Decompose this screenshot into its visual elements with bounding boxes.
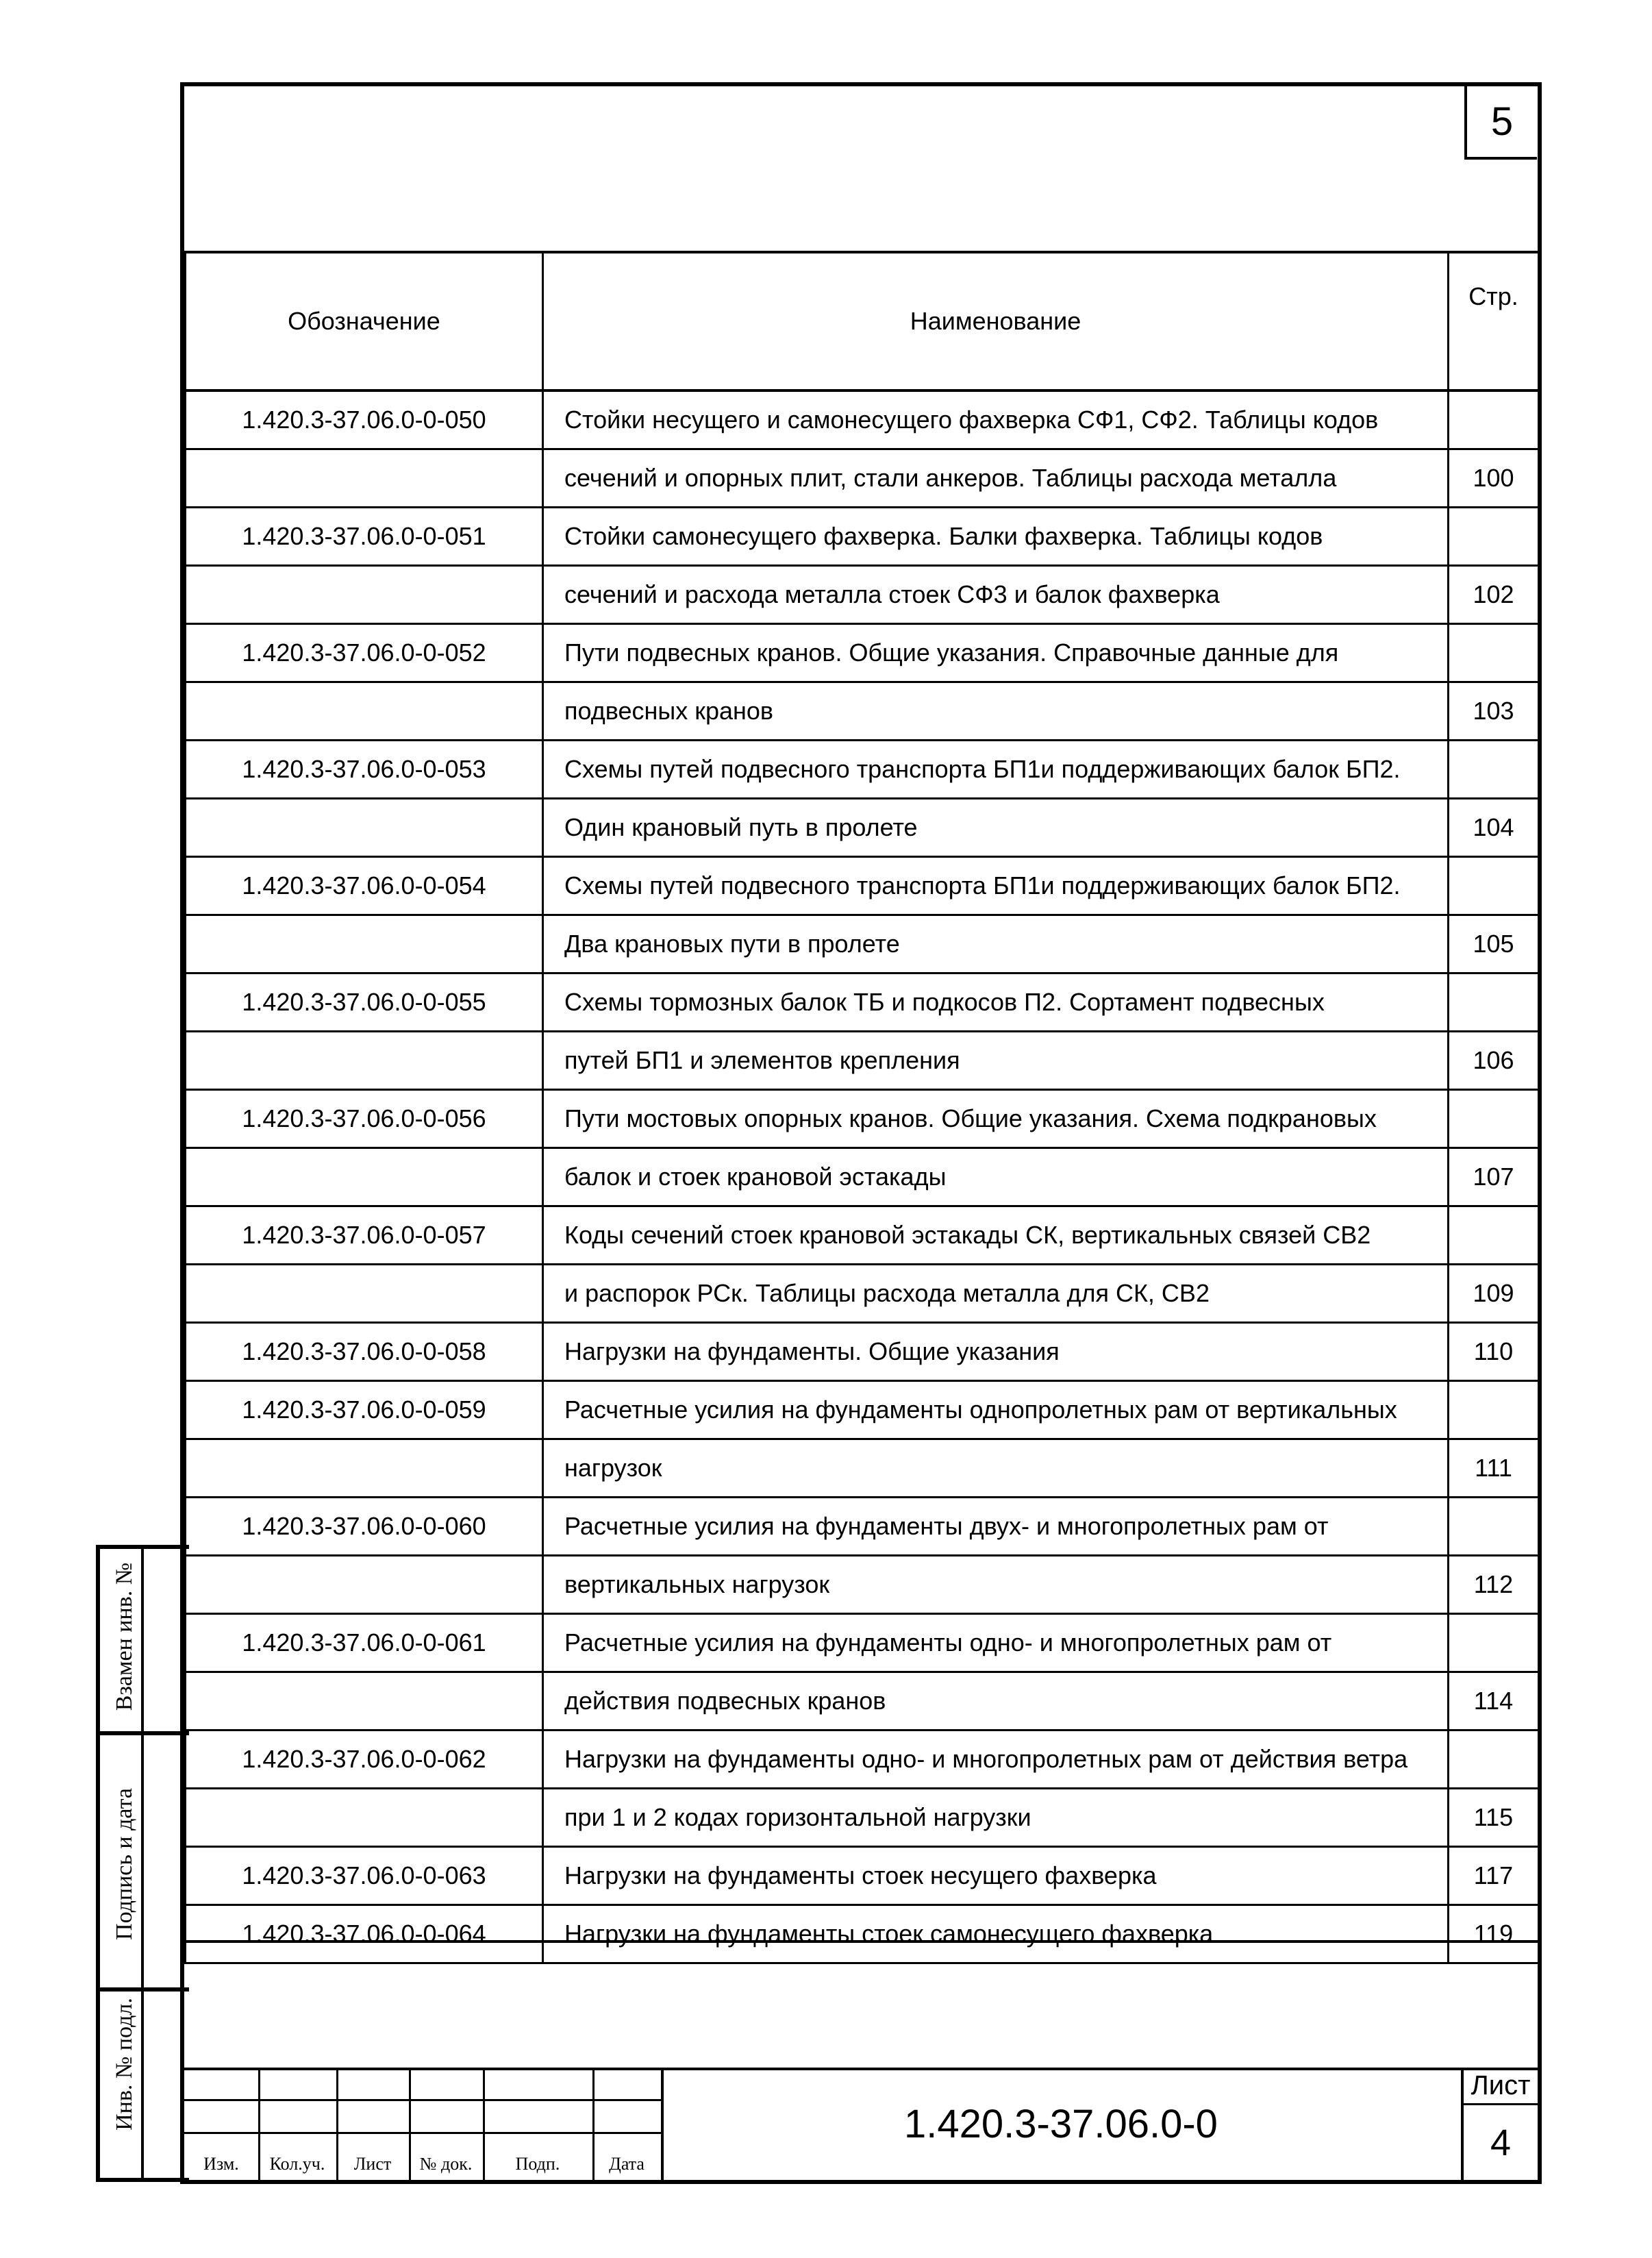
table-header bbox=[186, 252, 1539, 390]
sheet-number: 4 bbox=[1490, 2122, 1512, 2163]
table-row bbox=[186, 508, 1539, 566]
stamp-col-change: Изм. bbox=[203, 2154, 239, 2174]
row-page bbox=[1449, 1381, 1539, 1439]
table-row bbox=[186, 1672, 1539, 1730]
row-code bbox=[186, 1556, 543, 1614]
table-row bbox=[186, 1498, 1539, 1556]
row-code: 1.420.3-37.06.0-0-055 bbox=[186, 973, 543, 1032]
row-name: Один крановый путь в пролете bbox=[543, 799, 1449, 857]
row-code: 1.420.3-37.06.0-0-058 bbox=[186, 1323, 543, 1381]
row-page bbox=[1449, 1206, 1539, 1265]
row-page bbox=[1449, 390, 1539, 449]
row-code: 1.420.3-37.06.0-0-062 bbox=[186, 1730, 543, 1789]
table-row bbox=[186, 390, 1539, 449]
row-page: 110 bbox=[1449, 1323, 1539, 1381]
stamp-col-docnum: № док. bbox=[419, 2154, 473, 2174]
table-row bbox=[186, 566, 1539, 624]
table-row bbox=[186, 1381, 1539, 1439]
row-name: Пути мостовых опорных кранов. Общие указания. Схема подкрановых bbox=[543, 1090, 1449, 1148]
row-code: 1.420.3-37.06.0-0-050 bbox=[186, 390, 543, 449]
row-page: 112 bbox=[1449, 1556, 1539, 1614]
row-code: 1.420.3-37.06.0-0-064 bbox=[186, 1905, 543, 1963]
row-code: 1.420.3-37.06.0-0-059 bbox=[186, 1381, 543, 1439]
sheet-box bbox=[1461, 2068, 1538, 2180]
row-page bbox=[1449, 1614, 1539, 1672]
row-page: 115 bbox=[1449, 1789, 1539, 1847]
row-name: Расчетные усилия на фундаменты однопролетных рам от вертикальных bbox=[543, 1381, 1449, 1439]
row-page: 111 bbox=[1449, 1439, 1539, 1498]
row-page: 109 bbox=[1449, 1265, 1539, 1323]
row-code bbox=[186, 1265, 543, 1323]
row-page bbox=[1449, 1090, 1539, 1148]
row-page: 107 bbox=[1449, 1148, 1539, 1206]
stamp-col-date: Дата bbox=[609, 2154, 644, 2174]
row-page: 102 bbox=[1449, 566, 1539, 624]
side-strip bbox=[96, 1545, 189, 2182]
row-name: Два крановых пути в пролете bbox=[543, 915, 1449, 973]
row-page bbox=[1449, 1498, 1539, 1556]
row-name: Схемы путей подвесного транспорта БП1и поддерживающих балок БП2. bbox=[543, 741, 1449, 799]
row-page bbox=[1449, 1730, 1539, 1789]
row-page bbox=[1449, 973, 1539, 1032]
row-code: 1.420.3-37.06.0-0-053 bbox=[186, 741, 543, 799]
row-name: Расчетные усилия на фундаменты одно- и многопролетных рам от bbox=[543, 1614, 1449, 1672]
header-name: Наименование bbox=[543, 252, 1449, 390]
row-name: Нагрузки на фундаменты. Общие указания bbox=[543, 1323, 1449, 1381]
row-name: сечений и расхода металла стоек СФ3 и балок фахверка bbox=[543, 566, 1449, 624]
stamp-col-signature: Подп. bbox=[515, 2154, 560, 2174]
row-name: Нагрузки на фундаменты стоек самонесущего фахверка bbox=[543, 1905, 1449, 1963]
row-page bbox=[1449, 624, 1539, 682]
row-code bbox=[186, 1439, 543, 1498]
row-name: сечений и опорных плит, стали анкеров. Таблицы расхода металла bbox=[543, 449, 1449, 508]
table-row bbox=[186, 1090, 1539, 1148]
row-code: 1.420.3-37.06.0-0-054 bbox=[186, 857, 543, 915]
table-row bbox=[186, 973, 1539, 1032]
row-name: Схемы тормозных балок ТБ и подкосов П2. Сортамент подвесных bbox=[543, 973, 1449, 1032]
row-code bbox=[186, 915, 543, 973]
sheet-label: Лист bbox=[1464, 2068, 1538, 2105]
row-page: 114 bbox=[1449, 1672, 1539, 1730]
row-code: 1.420.3-37.06.0-0-060 bbox=[186, 1498, 543, 1556]
row-page: 100 bbox=[1449, 449, 1539, 508]
row-code: 1.420.3-37.06.0-0-061 bbox=[186, 1614, 543, 1672]
document-code: 1.420.3-37.06.0-0 bbox=[904, 2101, 1218, 2146]
header-page: Стр. bbox=[1449, 252, 1539, 390]
row-name: Пути подвесных кранов. Общие указания. Справочные данные для bbox=[543, 624, 1449, 682]
side-label-signature-date: Подпись и дата bbox=[112, 1788, 137, 1940]
side-label-replaced-inv: Взамен инв. № bbox=[112, 1562, 137, 1711]
row-page bbox=[1449, 857, 1539, 915]
row-name: нагрузок bbox=[543, 1439, 1449, 1498]
row-name: подвесных кранов bbox=[543, 682, 1449, 741]
row-code bbox=[186, 682, 543, 741]
row-page: 105 bbox=[1449, 915, 1539, 973]
row-name: путей БП1 и элементов крепления bbox=[543, 1032, 1449, 1090]
row-name: Коды сечений стоек крановой эстакады СК, вертикальных связей СВ2 bbox=[543, 1206, 1449, 1265]
row-name: Стойки несущего и самонесущего фахверка СФ1, СФ2. Таблицы кодов bbox=[543, 390, 1449, 449]
row-name: Нагрузки на фундаменты одно- и многопролетных рам от действия ветра bbox=[543, 1730, 1449, 1789]
stamp-labels bbox=[184, 2148, 661, 2180]
row-code bbox=[186, 1672, 543, 1730]
table-row bbox=[186, 1323, 1539, 1381]
table-row bbox=[186, 624, 1539, 682]
row-name: Схемы путей подвесного транспорта БП1и поддерживающих балок БП2. bbox=[543, 857, 1449, 915]
header-designation: Обозначение bbox=[186, 252, 543, 390]
row-page bbox=[1449, 741, 1539, 799]
row-code bbox=[186, 449, 543, 508]
page-number: 5 bbox=[1464, 86, 1537, 160]
row-page: 104 bbox=[1449, 799, 1539, 857]
row-name: вертикальных нагрузок bbox=[543, 1556, 1449, 1614]
row-code bbox=[186, 1789, 543, 1847]
row-page bbox=[1449, 508, 1539, 566]
table-row bbox=[186, 1789, 1539, 1847]
stamp-col-count: Кол.уч. bbox=[269, 2154, 325, 2174]
row-name: действия подвесных кранов bbox=[543, 1672, 1449, 1730]
table-row bbox=[186, 449, 1539, 508]
row-code: 1.420.3-37.06.0-0-051 bbox=[186, 508, 543, 566]
row-code: 1.420.3-37.06.0-0-057 bbox=[186, 1206, 543, 1265]
table-row bbox=[186, 1148, 1539, 1206]
table-row bbox=[186, 1905, 1539, 1963]
row-page: 106 bbox=[1449, 1032, 1539, 1090]
row-code: 1.420.3-37.06.0-0-056 bbox=[186, 1090, 543, 1148]
table-row bbox=[186, 1556, 1539, 1614]
table-row bbox=[186, 1439, 1539, 1498]
row-name: балок и стоек крановой эстакады bbox=[543, 1148, 1449, 1206]
stamp-col-sheet: Лист bbox=[353, 2154, 392, 2174]
row-name: и распорок РСк. Таблицы расхода металла для СК, СВ2 bbox=[543, 1265, 1449, 1323]
row-name: Расчетные усилия на фундаменты двух- и многопролетных рам от bbox=[543, 1498, 1449, 1556]
table-row bbox=[186, 1847, 1539, 1905]
row-name: Нагрузки на фундаменты стоек несущего фахверка bbox=[543, 1847, 1449, 1905]
row-code bbox=[186, 1032, 543, 1090]
table-row bbox=[186, 915, 1539, 973]
table-row bbox=[186, 799, 1539, 857]
contents-table bbox=[184, 251, 1540, 1964]
table-row bbox=[186, 682, 1539, 741]
side-label-inv-original: Инв. № подл. bbox=[112, 1998, 137, 2131]
table-row bbox=[186, 1206, 1539, 1265]
row-name: Стойки самонесущего фахверка. Балки фахверка. Таблицы кодов bbox=[543, 508, 1449, 566]
row-code bbox=[186, 566, 543, 624]
table-row bbox=[186, 857, 1539, 915]
row-code bbox=[186, 1148, 543, 1206]
row-code bbox=[186, 799, 543, 857]
table-row bbox=[186, 1614, 1539, 1672]
table-row bbox=[186, 1730, 1539, 1789]
row-page: 117 bbox=[1449, 1847, 1539, 1905]
row-code: 1.420.3-37.06.0-0-052 bbox=[186, 624, 543, 682]
table-row bbox=[186, 1265, 1539, 1323]
row-name: при 1 и 2 кодах горизонтальной нагрузки bbox=[543, 1789, 1449, 1847]
table-row bbox=[186, 1032, 1539, 1090]
table-row bbox=[186, 741, 1539, 799]
row-code: 1.420.3-37.06.0-0-063 bbox=[186, 1847, 543, 1905]
row-page: 119 bbox=[1449, 1905, 1539, 1963]
table-bottom-line bbox=[184, 1940, 1538, 1943]
row-page: 103 bbox=[1449, 682, 1539, 741]
